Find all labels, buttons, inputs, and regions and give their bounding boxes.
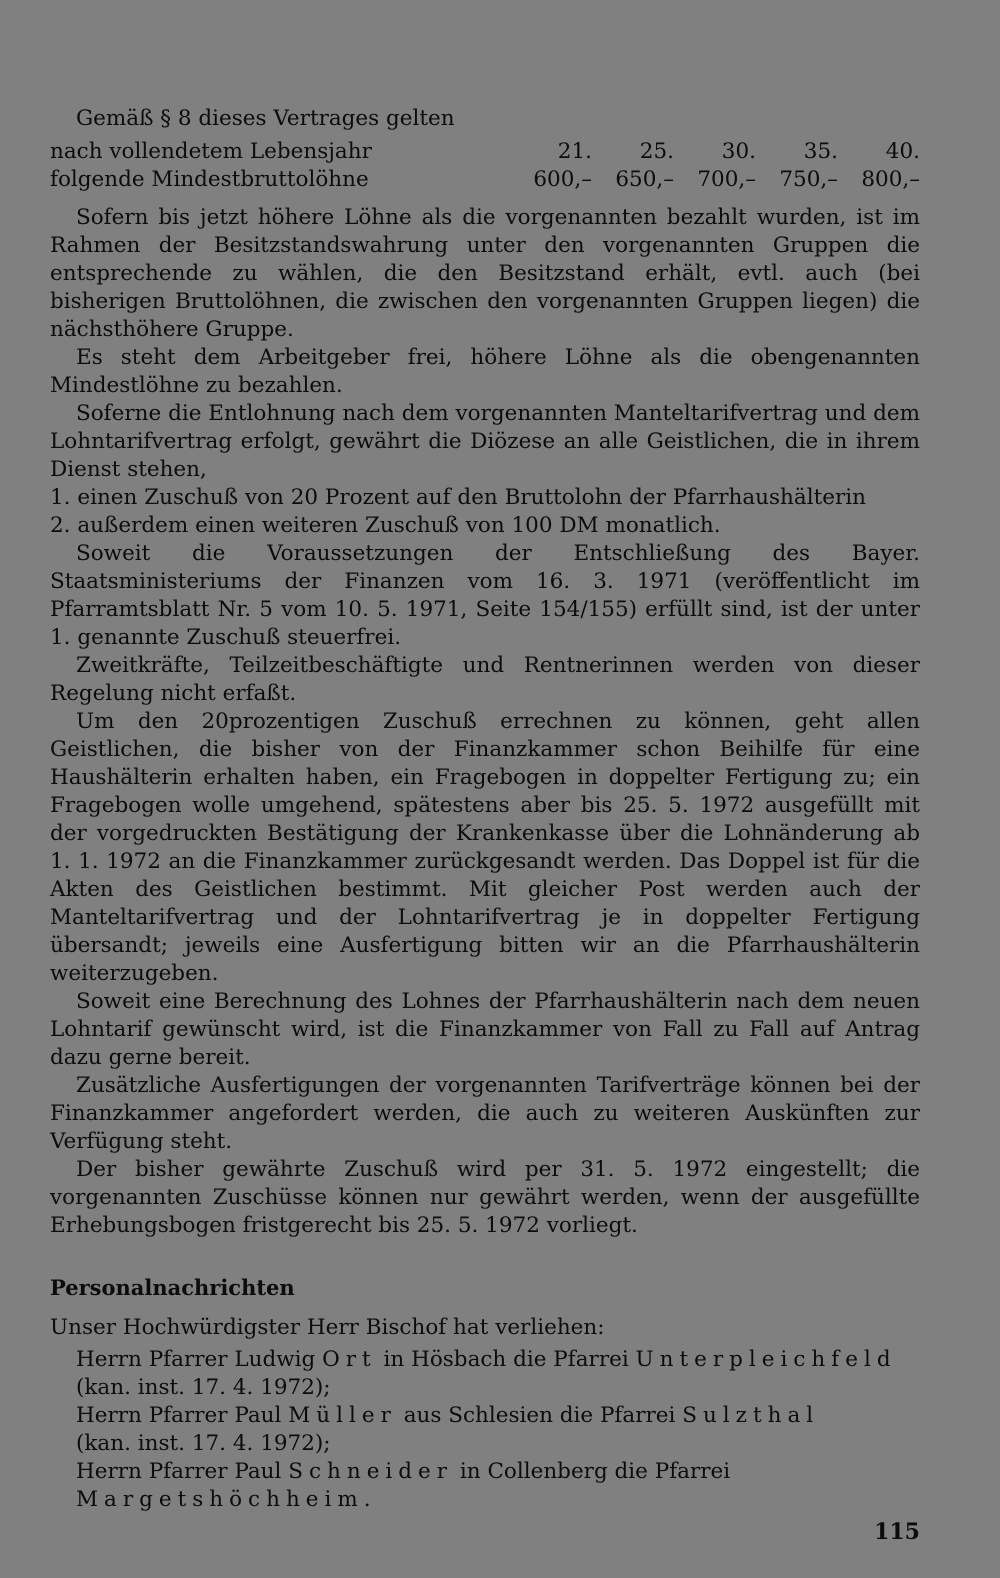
grant-middle: in Hösbach die Pfarrei (383, 1347, 629, 1372)
grant-person-name: Müller (288, 1403, 397, 1428)
grant-person-name: Ort (322, 1347, 377, 1372)
wage-value: 700,– (697, 167, 756, 192)
list-item-zuschuss-1: 1. einen Zuschuß von 20 Prozent auf den Bruttolohn der Pfarrhaushälterin (50, 485, 866, 510)
grant-entry (50, 1346, 920, 1402)
paragraph-hoehere-loehne: Es steht dem Arbeitgeber frei, höhere Löhne als die obengenannten Mindestlöhne zu bezahlen. (50, 345, 920, 398)
age-row (50, 138, 920, 166)
grant-middle: in Collenberg die Pfarrei (459, 1459, 731, 1484)
paragraph-berechnung: Soweit eine Berechnung des Lohnes der Pfarrhaushälterin nach dem neuen Lohntarif gewünscht wird, ist die Finanzkammer von Fall zu Fall auf Antrag dazu gerne bereit. (50, 989, 920, 1070)
wage-values (510, 166, 920, 194)
age-values (510, 138, 920, 166)
age-value: 21. (557, 139, 592, 164)
age-value: 25. (639, 139, 674, 164)
wage-row (50, 166, 920, 194)
wage-value: 800,– (861, 167, 920, 192)
grant-parish-name: Sulzthal (682, 1403, 820, 1428)
grant-suffix: (kan. inst. 17. 4. 1972); (76, 1375, 331, 1400)
grant-prefix: Herrn Pfarrer Paul (76, 1459, 282, 1484)
grant-prefix: Herrn Pfarrer Paul (76, 1403, 282, 1428)
age-value: 40. (885, 139, 920, 164)
paragraph-einstellung: Der bisher gewährte Zuschuß wird per 31. 5. 1972 eingestellt; die vorgenannten Zuschüsse können nur gewährt werden, wenn der ausgefüllte Erhebungsbogen fristgerecht bis 25. 5. 1972 vorliegt. (50, 1157, 920, 1238)
page-number: 115 (874, 1519, 920, 1545)
wage-value: 600,– (533, 167, 592, 192)
wage-value: 650,– (615, 167, 674, 192)
paragraph-fragebogen: Um den 20prozentigen Zuschuß errechnen zu können, geht allen Geistlichen, die bisher von der Finanzkammer schon Beihilfe für eine Haushälterin erhalten haben, ein Fragebogen in doppelter Fertigung zu; ein Fragebogen wolle umgehend, spätestens aber bis 25. 5. 1972 ausgefüllt mit der vorgedruckten Bestätigung der Krankenkasse über die Lohnänderung ab 1. 1. 1972 an die Finanzkammer zurückgesandt werden. Das Doppel ist für die Akten des Geistlichen bestimmt. Mit gleicher Post werden auch der Manteltarifvertrag und der Lohntarifvertrag je in doppelter Fertigung übersandt; jeweils eine Ausfertigung bitten wir an die Pfarrhaushälterin weiterzugeben. (50, 709, 920, 986)
grant-middle: aus Schlesien die Pfarrei (403, 1403, 676, 1428)
grant-suffix: (kan. inst. 17. 4. 1972); (76, 1431, 331, 1456)
wage-intro-text: Gemäß § 8 dieses Vertrages gelten (76, 106, 455, 131)
age-value: 30. (721, 139, 756, 164)
age-row-label: nach vollendetem Lebensjahr (50, 139, 372, 164)
wage-row-label: folgende Mindestbruttolöhne (50, 167, 369, 192)
personal-intro: Unser Hochwürdigster Herr Bischof hat verliehen: (50, 1315, 605, 1340)
grant-prefix: Herrn Pfarrer Ludwig (76, 1347, 316, 1372)
minimum-wage-section (50, 100, 920, 194)
wage-value: 750,– (779, 167, 838, 192)
paragraph-zweitkraefte: Zweitkräfte, Teilzeitbeschäftigte und Rentnerinnen werden von dieser Regelung nicht erfaßt. (50, 653, 920, 706)
paragraph-steuerfrei: Soweit die Voraussetzungen der Entschließung des Bayer. Staatsministeriums der Finanzen vom 16. 3. 1971 (veröffentlicht im Pfarramtsblatt Nr. 5 vom 10. 5. 1971, Seite 154/155) erfüllt sind, ist der unter 1. genannte Zuschuß steuerfrei. (50, 541, 920, 650)
list-item-zuschuss-2: 2. außerdem einen weiteren Zuschuß von 100 DM monatlich. (50, 513, 721, 538)
paragraph-entlohnung: Soferne die Entlohnung nach dem vorgenannten Manteltarifvertrag und dem Lohntarifvertrag erfolgt, gewährt die Diözese an alle Geistlichen, die in ihrem Dienst stehen, (50, 401, 920, 482)
paragraph-ausfertigungen: Zusätzliche Ausfertigungen der vorgenannten Tarifverträge können bei der Finanzkammer angefordert werden, die auch zu weiteren Auskünften zur Verfügung steht. (50, 1073, 920, 1154)
document-page (50, 100, 920, 1514)
paragraph-besitzstand: Sofern bis jetzt höhere Löhne als die vorgenannten bezahlt wurden, ist im Rahmen der Besitzstandswahrung unter den vorgenannten Gruppen die entsprechende zu wählen, die den Besitzstand erhält, evtl. auch (bei bisherigen Bruttolöhnen, die zwischen den vorgenannten Gruppen liegen) die nächsthöhere Gruppe. (50, 205, 920, 342)
grant-entry (50, 1402, 920, 1458)
grant-parish-name: Unterpleichfeld (635, 1347, 897, 1372)
age-value: 35. (803, 139, 838, 164)
grant-person-name: Schneider (288, 1459, 454, 1484)
grant-parish-name: Margetshöchheim. (76, 1487, 377, 1512)
section-heading-personalnachrichten: Personalnachrichten (50, 1275, 295, 1300)
grant-entry (50, 1458, 920, 1514)
